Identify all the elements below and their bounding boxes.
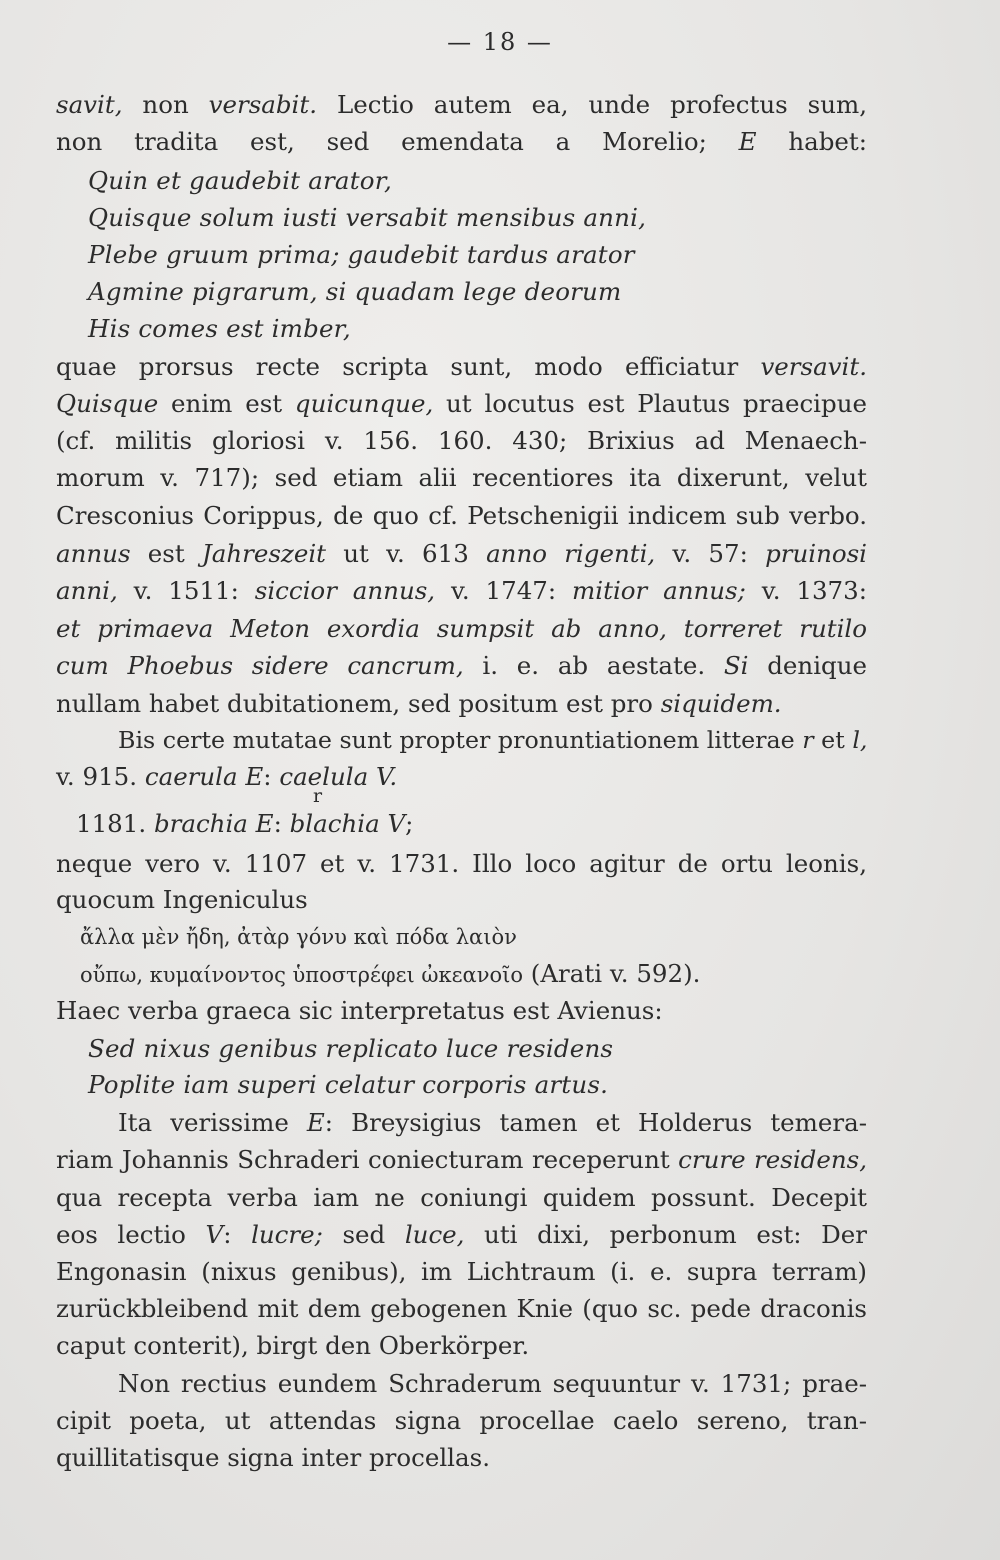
text-line-25: Haec verba graeca sic interpretatus est Avienus: bbox=[56, 996, 663, 1025]
text-line-28: Ita verissime E: Breysigius tamen et Holderus temera- bbox=[118, 1108, 867, 1137]
verse-line-2: Quisque solum iusti versabit mensibus anni, bbox=[88, 203, 647, 232]
verse-line-6: Sed nixus genibus replicato luce residens bbox=[88, 1034, 614, 1063]
text-line-13: annus est Jahreszeit ut v. 613 anno rigenti, v. 57: pruinosi bbox=[56, 539, 868, 568]
text-line-16: cum Phoebus sidere cancrum, i. e. ab aestate. Si denique bbox=[56, 651, 868, 680]
verse-line-5: His comes est imber, bbox=[88, 314, 351, 343]
text-line-21: neque vero v. 1107 et v. 1731. Illo loco agitur de ortu leonis, bbox=[56, 849, 867, 878]
text-line-1: savit, non versabit. Lectio autem ea, unde profectus sum, bbox=[56, 90, 868, 119]
text-line-32: Engonasin (nixus genibus), im Lichtraum (i. e. supra terram) bbox=[56, 1257, 867, 1286]
page-number: — 18 — bbox=[447, 28, 553, 56]
text-line-37: quillitatisque signa inter procellas. bbox=[56, 1443, 490, 1472]
text-line-30: qua recepta verba iam ne coniungi quidem possunt. Decepit bbox=[56, 1183, 867, 1212]
text-line-22: quocum Ingeniculus bbox=[56, 885, 308, 914]
text-line-34: caput conterit), birgt den Oberkörper. bbox=[56, 1331, 530, 1360]
text-line-36: cipit poeta, ut attendas signa procellae caelo sereno, tran- bbox=[56, 1406, 867, 1435]
text-line-17: nullam habet dubitationem, sed positum est pro siquidem. bbox=[56, 689, 782, 718]
text-line-11: morum v. 717); sed etiam alii recentiores ita dixerunt, velut bbox=[56, 463, 867, 492]
superscript-r: r bbox=[313, 785, 323, 807]
text-line-2: non tradita est, sed emendata a Morelio; E habet: bbox=[56, 127, 867, 156]
greek-line-1: ἄλλα μὲν ἤδη, ἀτὰρ γόνυ καὶ πόδα λαιὸν bbox=[80, 925, 517, 949]
text-line-15: et primaeva Meton exordia sumpsit ab anno, torreret rutilo bbox=[56, 614, 867, 643]
verse-line-1: Quin et gaudebit arator, bbox=[88, 166, 392, 195]
verse-line-7: Poplite iam superi celatur corporis artus. bbox=[88, 1070, 609, 1099]
text-line-18: Bis certe mutatae sunt propter pronuntiationem litterae r et l, bbox=[118, 726, 868, 754]
text-line-9: Quisque enim est quicunque, ut locutus est Plautus praecipue bbox=[56, 389, 867, 418]
text-line-12: Cresconius Corippus, de quo cf. Petschenigii indicem sub verbo. bbox=[56, 501, 867, 530]
text-line-19: v. 915. caerula E: caelula V. bbox=[56, 762, 398, 791]
text-line-31: eos lectio V: lucre; sed luce, uti dixi, perbonum est: Der bbox=[56, 1220, 867, 1249]
greek-line-2: οὔπω, κυμαίνοντος ὑποστρέφει ὠκεανοῖο (Arati v. 592). bbox=[80, 959, 701, 988]
text-line-10: (cf. militis gloriosi v. 156. 160. 430; Brixius ad Menaech- bbox=[56, 426, 867, 455]
text-line-35: Non rectius eundem Schraderum sequuntur v. 1731; prae- bbox=[118, 1369, 867, 1398]
text-line-20: 1181. brachia E: blachia V; bbox=[76, 809, 414, 838]
text-line-8: quae prorsus recte scripta sunt, modo efficiatur versavit. bbox=[56, 352, 867, 381]
text-line-29: riam Johannis Schraderi coniecturam receperunt crure residens, bbox=[56, 1145, 867, 1174]
text-line-14: anni, v. 1511: siccior annus, v. 1747: mitior annus; v. 1373: bbox=[56, 576, 867, 605]
verse-line-3: Plebe gruum prima; gaudebit tardus arator bbox=[88, 240, 635, 269]
verse-line-4: Agmine pigrarum, si quadam lege deorum bbox=[88, 277, 622, 306]
text-line-33: zurückbleibend mit dem gebogenen Knie (quo sc. pede draconis bbox=[56, 1294, 867, 1323]
